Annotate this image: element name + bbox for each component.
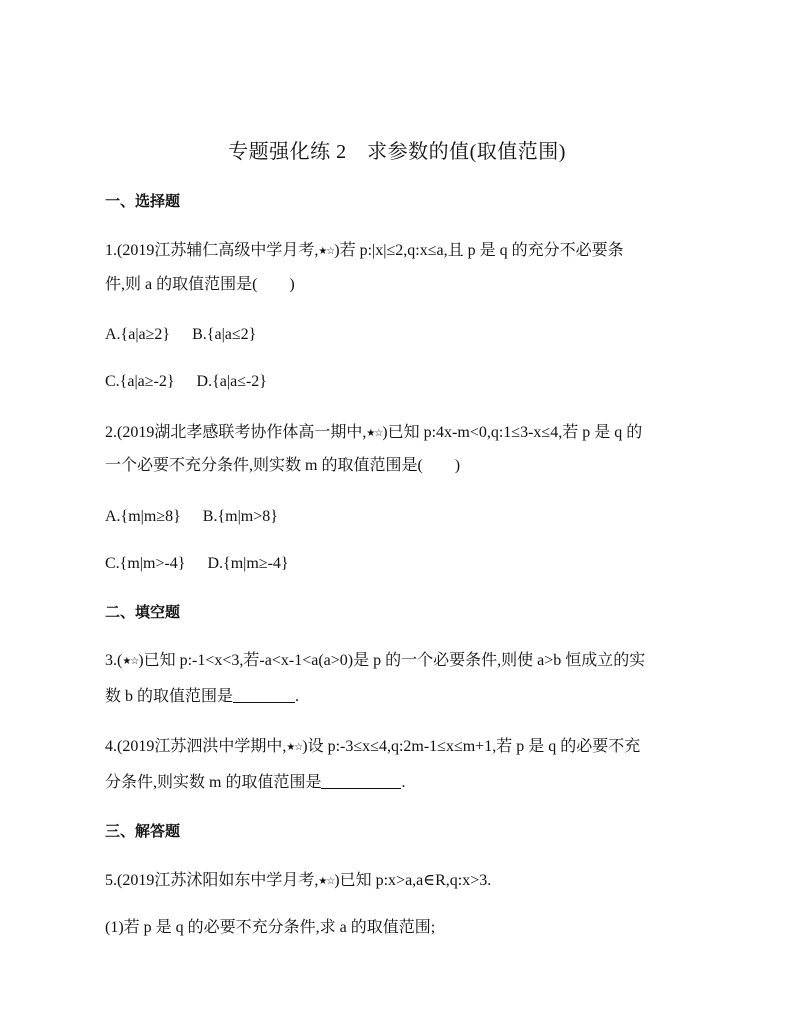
question-1-options-row-2 (105, 372, 289, 392)
option-a: A.{a|a≥2} (105, 326, 171, 343)
question-1-prefix: 1.(2019江苏辅仁高级中学月考, (105, 242, 319, 259)
question-2-line-2: 一个必要不充分条件,则实数 m 的取值范围是( ) (105, 457, 461, 474)
question-5-text: )已知 p:x>a,a∈R,q:x>3. (334, 872, 492, 889)
question-4-text-end: 分条件,则实数 m 的取值范围是 (105, 774, 322, 791)
section-heading-solution: 三、解答题 (105, 822, 181, 840)
question-5-prefix: 5.(2019江苏沭阳如东中学月考, (105, 872, 319, 889)
period: . (401, 774, 406, 791)
question-2-text: )已知 p:4x-m<0,q:1≤3-x≤4,若 p 是 q 的 (382, 424, 643, 441)
difficulty-stars: ★☆ (318, 246, 335, 257)
question-1-line-2: 件,则 a 的取值范围是( ) (105, 276, 295, 293)
answer-blank[interactable] (321, 773, 401, 789)
question-2-options-row-1 (105, 507, 300, 527)
option-d: D.{a|a≤-2} (196, 373, 267, 390)
difficulty-stars: ★☆ (286, 742, 303, 753)
question-4-prefix: 4.(2019江苏泗洪中学期中, (105, 738, 287, 755)
option-d: D.{m|m≥-4} (207, 555, 289, 572)
page-title: 专题强化练 2 求参数的值(取值范围) (228, 141, 566, 163)
question-3-text: )已知 p:-1<x<3,若-a<x-1<a(a>0)是 p 的一个必要条件,则使 a>b 恒成立的实 (138, 652, 646, 669)
question-1-options-row-1 (105, 325, 278, 345)
difficulty-stars: ★☆ (366, 428, 383, 439)
question-2-prefix: 2.(2019湖北孝感联考协作体高一期中, (105, 424, 367, 441)
question-5-subquestion-1: (1)若 p 是 q 的必要不充分条件,求 a 的取值范围; (105, 919, 436, 936)
period: . (295, 688, 300, 705)
question-3-line-2 (105, 687, 299, 707)
question-3-prefix: 3.( (105, 652, 123, 669)
question-4-line-1 (105, 737, 640, 758)
option-b: B.{a|a≤2} (192, 326, 257, 343)
option-a: A.{m|m≥8} (105, 508, 181, 525)
question-2-line-1 (105, 423, 642, 444)
difficulty-stars: ★☆ (318, 876, 335, 887)
answer-blank[interactable] (233, 687, 295, 703)
question-3-text-end: 数 b 的取值范围是 (105, 688, 234, 705)
question-4-text: )设 p:-3≤x≤4,q:2m-1≤x≤m+1,若 p 是 q 的必要不充 (302, 738, 641, 755)
section-heading-choice: 一、选择题 (105, 192, 181, 210)
question-1-text: )若 p:|x|≤2,q:x≤a,且 p 是 q 的充分不必要条 (334, 242, 624, 259)
option-c: C.{m|m>-4} (105, 555, 186, 572)
question-2-options-row-2 (105, 554, 311, 574)
question-1-line-1 (105, 241, 624, 262)
option-b: B.{m|m>8} (202, 508, 278, 525)
question-4-line-2 (105, 773, 405, 793)
section-heading-fill-in: 二、填空题 (105, 603, 181, 621)
option-c: C.{a|a≥-2} (105, 373, 175, 390)
difficulty-stars: ★☆ (122, 656, 139, 667)
question-3-line-1 (105, 651, 645, 672)
question-5-line-1 (105, 871, 491, 892)
